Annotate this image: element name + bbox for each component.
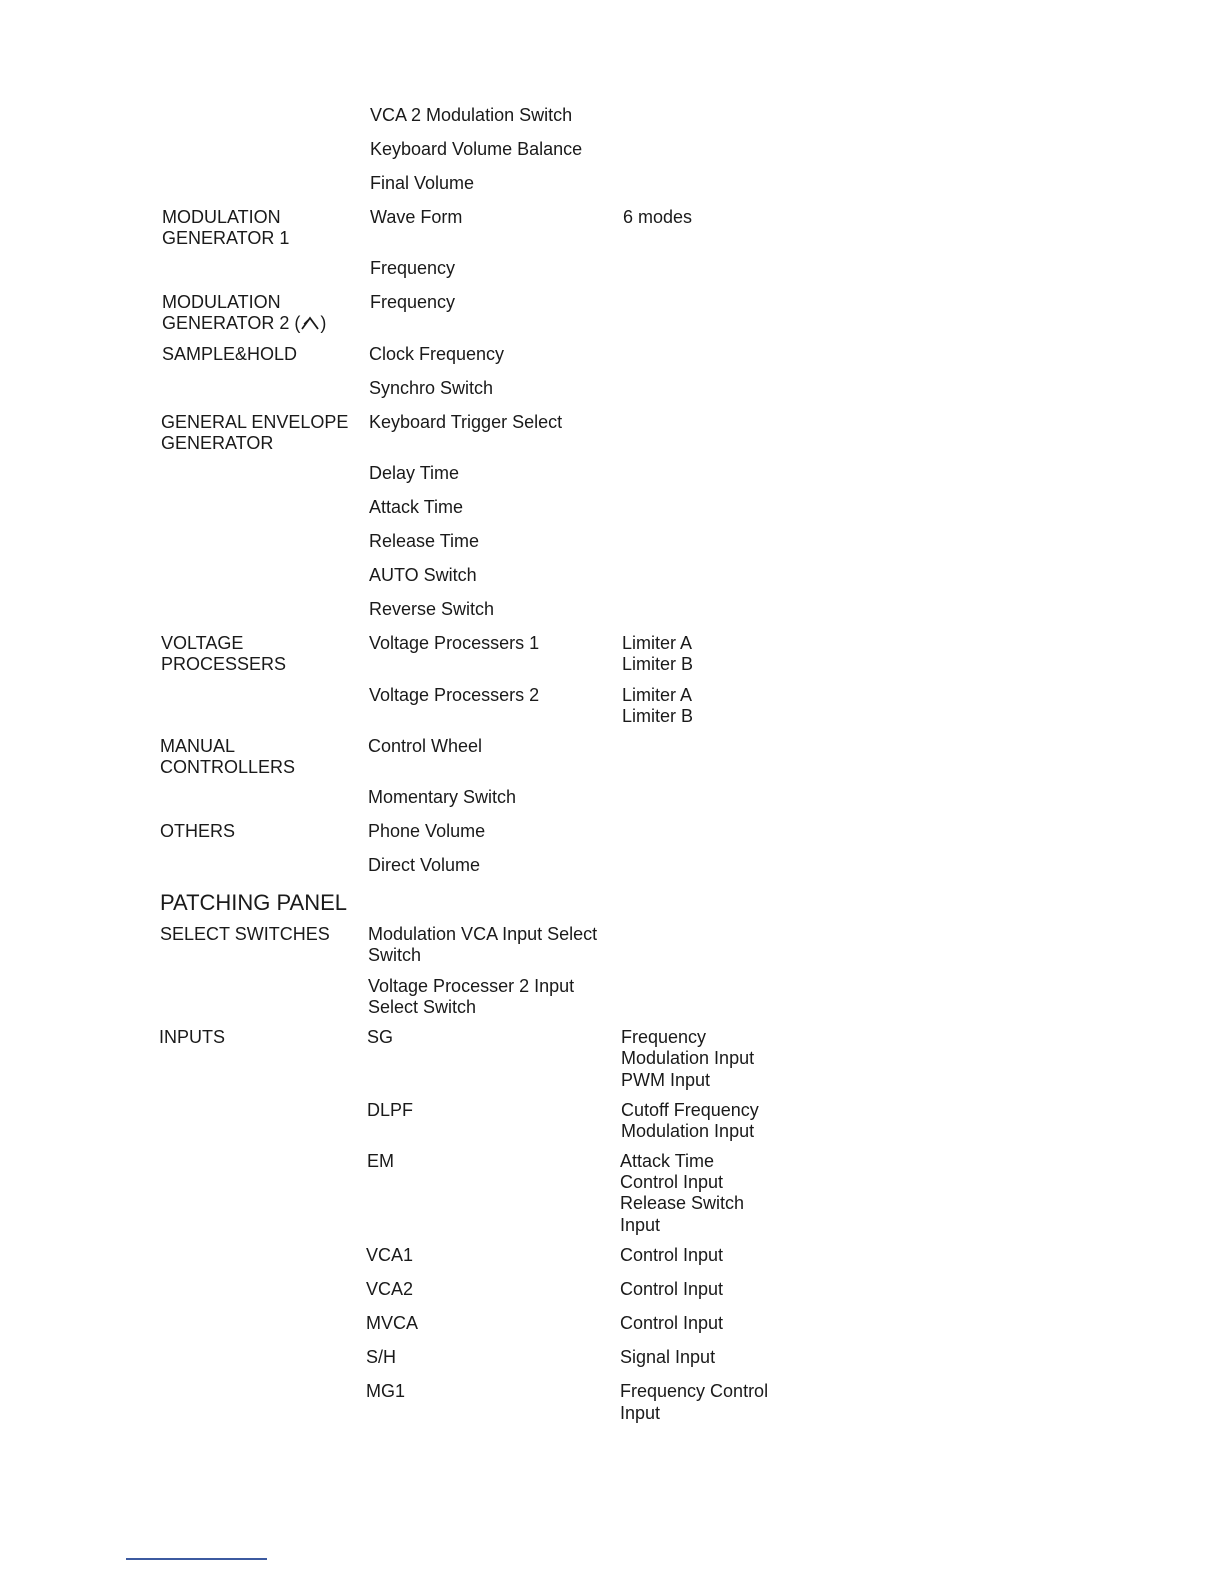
vp1-note-limiter-a: Limiter A: [622, 633, 693, 653]
input-desc-sg-1: Frequency: [621, 1027, 707, 1047]
others-direct-volume: Direct Volume: [368, 855, 481, 875]
triangle-wave-icon: [300, 315, 320, 331]
input-desc-dlpf-2: Modulation Input: [621, 1121, 755, 1141]
others-label: OTHERS: [160, 821, 236, 841]
input-desc-sh-1: Signal Input: [620, 1347, 716, 1367]
input-name-sh: S/H: [366, 1347, 397, 1367]
mg2-label-line1: MODULATION: [162, 292, 281, 312]
vp2-input-select-line1: Voltage Processer 2 Input: [368, 976, 575, 996]
mod-vca-select-line1: Modulation VCA Input Select: [368, 924, 598, 944]
geg-reverse-switch: Reverse Switch: [369, 599, 495, 619]
input-name-mg1: MG1: [366, 1381, 406, 1401]
input-desc-sg-2: Modulation Input: [621, 1048, 755, 1068]
mg2-label-line2: GENERATOR 2 (: [162, 313, 301, 333]
mc-label-line1: MANUAL: [160, 736, 236, 756]
footnote-rule: [126, 1558, 267, 1560]
input-desc-dlpf-1: Cutoff Frequency: [621, 1100, 759, 1120]
select-switches-label: SELECT SWITCHES: [160, 924, 330, 944]
input-name-sg: SG: [367, 1027, 394, 1047]
mg1-wave-form-note: 6 modes: [623, 207, 693, 227]
input-desc-mvca-1: Control Input: [620, 1313, 724, 1333]
vp2-input-select-line2: Select Switch: [368, 997, 477, 1017]
input-desc-em-3: Release Switch: [620, 1193, 745, 1213]
others-phone-volume: Phone Volume: [368, 821, 486, 841]
mc-momentary-switch: Momentary Switch: [368, 787, 517, 807]
vp-label-line2: PROCESSERS: [161, 654, 287, 674]
input-desc-em-2: Control Input: [620, 1172, 724, 1192]
vp-label-line1: VOLTAGE: [161, 633, 244, 653]
geg-release-time: Release Time: [369, 531, 480, 551]
mc-control-wheel: Control Wheel: [368, 736, 483, 756]
input-desc-vca1-1: Control Input: [620, 1245, 724, 1265]
geg-attack-time: Attack Time: [369, 497, 464, 517]
sh-clock-frequency: Clock Frequency: [369, 344, 505, 364]
mg1-frequency: Frequency: [370, 258, 456, 278]
mg1-wave-form: Wave Form: [370, 207, 463, 227]
vca2-modulation-switch: VCA 2 Modulation Switch: [370, 105, 573, 125]
input-desc-sg-3: PWM Input: [621, 1070, 711, 1090]
geg-label-line1: GENERAL ENVELOPE: [161, 412, 349, 432]
input-name-dlpf: DLPF: [367, 1100, 414, 1120]
final-volume: Final Volume: [370, 173, 475, 193]
mg1-label-line2: GENERATOR 1: [162, 228, 290, 248]
input-name-mvca: MVCA: [366, 1313, 419, 1333]
vp1-item: Voltage Processers 1: [369, 633, 540, 653]
geg-keyboard-trigger-select: Keyboard Trigger Select: [369, 412, 563, 432]
input-name-em: EM: [367, 1151, 394, 1171]
keyboard-volume-balance: Keyboard Volume Balance: [370, 139, 583, 159]
vp2-item: Voltage Processers 2: [369, 685, 540, 705]
mod-vca-select-line2: Switch: [368, 945, 422, 965]
input-desc-mg1-2: Input: [620, 1403, 661, 1423]
sample-hold-label: SAMPLE&HOLD: [162, 344, 298, 364]
sh-synchro-switch: Synchro Switch: [369, 378, 494, 398]
geg-auto-switch: AUTO Switch: [369, 565, 477, 585]
mg2-label-line2-wrap: [162, 313, 326, 334]
geg-label-line2: GENERATOR: [161, 433, 274, 453]
mg2-label-line2-end: ): [320, 313, 327, 333]
input-name-vca2: VCA2: [366, 1279, 414, 1299]
vp2-note-limiter-b: Limiter B: [622, 706, 694, 726]
input-desc-em-1: Attack Time: [620, 1151, 715, 1171]
mg2-frequency: Frequency: [370, 292, 456, 312]
input-desc-em-4: Input: [620, 1215, 661, 1235]
input-desc-vca2-1: Control Input: [620, 1279, 724, 1299]
vp1-note-limiter-b: Limiter B: [622, 654, 694, 674]
inputs-label: INPUTS: [159, 1027, 226, 1047]
input-name-vca1: VCA1: [366, 1245, 414, 1265]
input-desc-mg1-1: Frequency Control: [620, 1381, 769, 1401]
mg1-label-line1: MODULATION: [162, 207, 281, 227]
geg-delay-time: Delay Time: [369, 463, 460, 483]
patching-panel-title: PATCHING PANEL: [160, 890, 348, 915]
mc-label-line2: CONTROLLERS: [160, 757, 296, 777]
vp2-note-limiter-a: Limiter A: [622, 685, 693, 705]
